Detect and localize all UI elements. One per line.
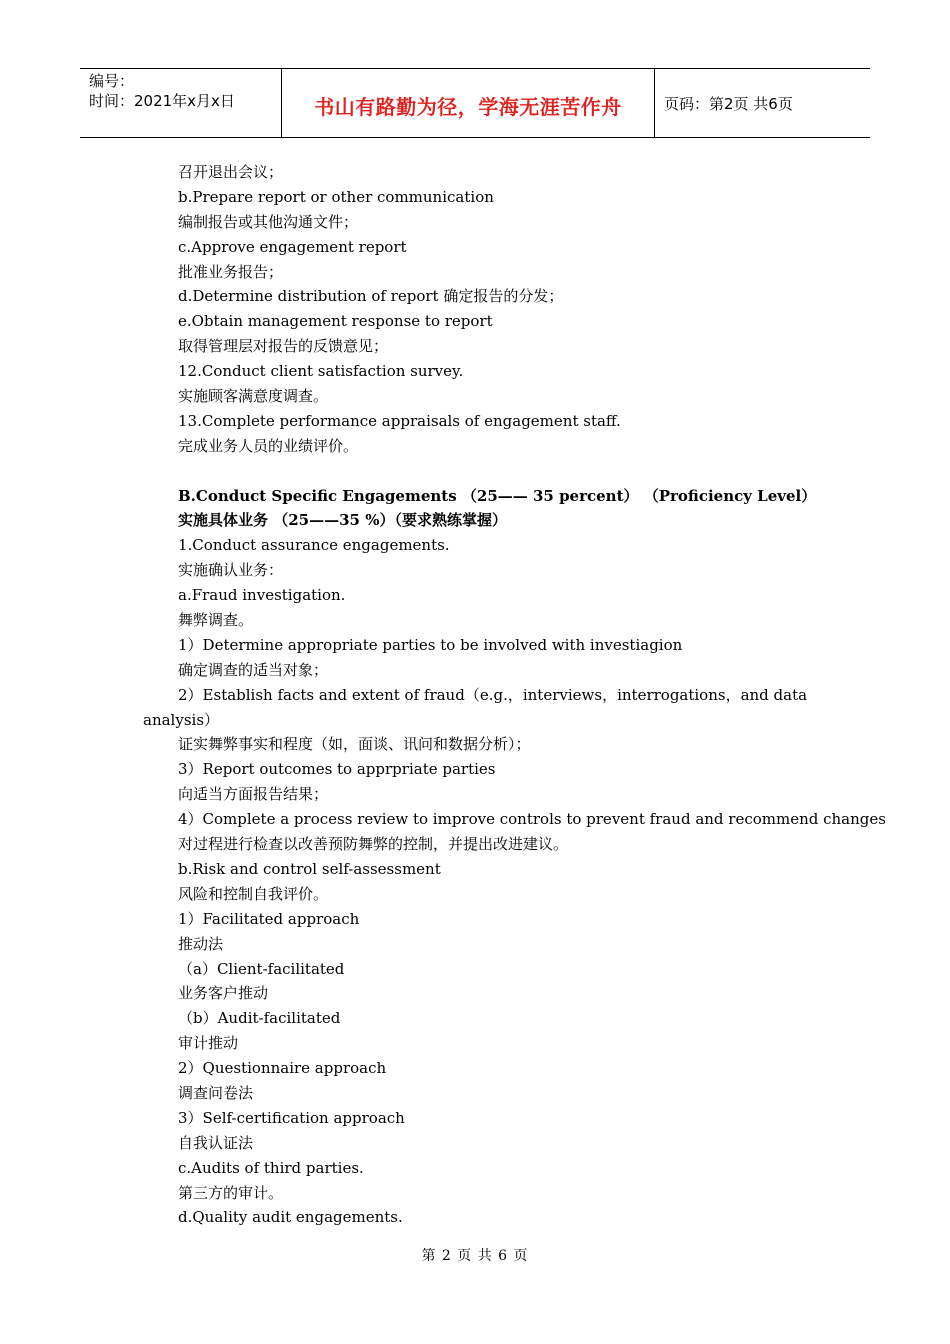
text-line: 完成业务人员的业绩评价。 (178, 436, 359, 455)
text-line: 2）Questionnaire approach (178, 1059, 387, 1078)
text-line: 3）Self-certification approach (178, 1108, 405, 1127)
text-fragment: interviews， (522, 685, 618, 704)
text-line: 证实舞弊事实和程度（如，面谈、讯问和数据分析）； (178, 735, 531, 754)
text-fragment: and data (740, 685, 808, 704)
text-line: 舞弊调查。 (178, 611, 254, 630)
text-line: 召开退出会议； (178, 163, 284, 181)
text-line-wrap: analysis） (143, 710, 220, 729)
text-line: d.Quality audit engagements. (178, 1208, 403, 1227)
text-line: 编制报告或其他沟通文件； (178, 212, 359, 231)
text-line: 实施确认业务： (178, 561, 284, 580)
text-line: b.Prepare report or other communication (178, 187, 494, 206)
page-footer: 第 2 页 共 6 页 (421, 1248, 529, 1264)
text-line: 实施顾客满意度调查。 (178, 387, 329, 406)
text-line: 1）Determine appropriate parties to be involved with investiagion (178, 635, 683, 654)
text-fragment: 2）Establish facts and extent of fraud (178, 685, 465, 704)
time-label: 时间：2021年x月x日 (89, 92, 235, 110)
page-header (80, 68, 870, 138)
text-line: （b）Audit-facilitated (178, 1009, 341, 1028)
text-line: 推动法 (178, 934, 224, 953)
text-line: 1）Facilitated approach (178, 909, 360, 928)
text-fragment: interrogations， (617, 685, 741, 704)
text-line: 风险和控制自我评价。 (178, 884, 329, 903)
text-line: 4）Complete a process review to improve controls to prevent fraud and recommend changes (178, 810, 886, 829)
text-line: c.Audits of third parties. (178, 1158, 364, 1177)
text-line: d.Determine distribution of report 确定报告的分发； (178, 287, 564, 306)
text-line: b.Risk and control self-assessment (178, 859, 441, 878)
text-line: （a）Client-facilitated (178, 959, 345, 978)
text-line: 12.Conduct client satisfaction survey. (178, 362, 464, 381)
text-line: c.Approve engagement report (178, 237, 407, 256)
header-meta (80, 69, 281, 137)
text-line: 向适当方面报告结果； (178, 785, 329, 804)
text-fragment: （e.g.， (464, 685, 523, 704)
justified-text-line (178, 683, 806, 708)
text-line: 1.Conduct assurance engagements. (178, 536, 450, 555)
section-heading-cn: 实施具体业务 （25——35 %）（要求熟练掌握） (178, 511, 507, 530)
text-line: 自我认证法 (178, 1133, 254, 1152)
text-line: 3）Report outcomes to apprpriate parties (178, 760, 496, 779)
header-slogan-cell (281, 69, 655, 137)
text-line: 审计推动 (178, 1034, 239, 1053)
slogan: 书山有路勤为径，学海无涯苦作舟 (314, 94, 622, 119)
text-line: 确定调查的适当对象； (178, 660, 329, 679)
header-page-info: 页码：第2页 共6页 (664, 95, 793, 113)
text-line: 取得管理层对报告的反馈意见； (178, 337, 389, 356)
text-line: 13.Complete performance appraisals of engagement staff. (178, 411, 621, 430)
text-line: 第三方的审计。 (178, 1183, 284, 1202)
text-line: 对过程进行检查以改善预防舞弊的控制，并提出改进建议。 (178, 835, 569, 854)
blank-line (178, 459, 806, 484)
text-line: 批准业务报告； (178, 262, 284, 281)
document-body (143, 160, 886, 1230)
text-line: 业务客户推动 (178, 984, 269, 1003)
section-heading-en: B.Conduct Specific Engagements （25—— 35 percent） （Proficiency Level） (178, 486, 817, 505)
text-line: 调查问卷法 (178, 1083, 254, 1102)
text-line: a.Fraud investigation. (178, 586, 346, 605)
text-line: e.Obtain management response to report (178, 312, 493, 331)
code-label: 编号： (89, 72, 135, 90)
